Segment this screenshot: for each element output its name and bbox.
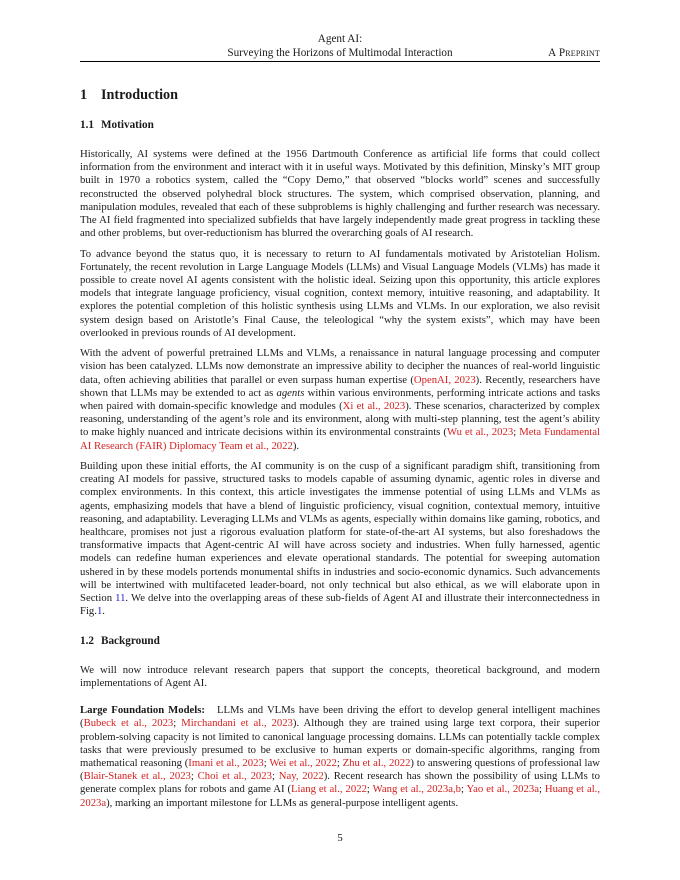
paragraph-4 bbox=[80, 460, 600, 618]
main-content bbox=[80, 86, 600, 817]
citation-link[interactable]: Meta Fundamental AI Research (FAIR) Diplomacy Team et al., 2022 bbox=[80, 426, 600, 452]
citation-link[interactable]: Bubeck et al., 2023 bbox=[83, 717, 174, 730]
text-span: ). Recent research has shown the possibility of using LLMs to generate complex plans for robots and game AI ( bbox=[80, 770, 600, 796]
citation-link[interactable]: Wang et al., 2023a,b bbox=[372, 783, 462, 796]
header-rule bbox=[80, 61, 600, 62]
section-crossref-link[interactable]: 11 bbox=[115, 592, 126, 605]
paragraph-2: To advance beyond the status quo, it is necessary to return to AI fundamentals motivated by Aristotelian Holism. Fortunately, the recent revolution in Large Language Models (LLMs) and Visual Language Models (VLMs) has made it possible to create novel AI agents consistent with the holistic ideal. Seizing upon this opportunity, this article explores models that integrate language proficiency, visual cognition, context memory, intuitive reasoning, and adaptability. It explores the potential completion of this holistic synthesis using LLMs and VLMs. In our exploration, we also revisit system design based on Aristotle’s Final Cause, the teleological “why the system exists”, which may have been overlooked in previous rounds of AI development. bbox=[80, 247, 600, 339]
runin-heading: Large Foundation Models: bbox=[80, 704, 205, 717]
text-span: ; bbox=[263, 757, 270, 770]
text-span: . We delve into the overlapping areas of these sub-fields of Agent AI and illustrate their interconnectedness in Fig. bbox=[80, 592, 600, 618]
text-span: Building upon these initial efforts, the AI community is on the cusp of a significant paradigm shift, transitioning from creating AI models for passive, structured tasks to models capable of assuming dynamic, agentic roles in diverse and complex environments. In this context, this article investigates the immense potential of using LLMs and VLMs as agents, emphasizing models that have a blend of linguistic proficiency, visual cognition, contextual memory, intuitive reasoning, and adaptability. Leveraging LLMs and VLMs as agents, especially within domains like gaming, robotics, and healthcare, promises not just a rigorous evaluation platform for state-of-the-art AI systems, but also foreshadows the transformative impacts that Agent-centric AI will have across society and industries. When fully harnessed, agentic models can redefine human experiences and elevate operational standards. The potential for sweeping automation ushered in by these models portends monumental shifts in industries and socio-economic dynamics. Such advancements will be intertwined with multifaceted leader-board, not only technical but also ethical, as we will elaborate upon in Section bbox=[80, 460, 600, 605]
subsection-number: 1.1 bbox=[80, 119, 94, 131]
citation-link[interactable]: Wei et al., 2022 bbox=[269, 757, 337, 770]
citation-link[interactable]: Blair-Stanek et al., 2023 bbox=[83, 770, 191, 783]
text-span: With the advent of powerful pretrained LLMs and VLMs, a renaissance in natural language processing and computer vision has been catalyzed. LLMs now demonstrate an impressive ability to decipher the nuances of real-world linguistic data, often achieving abilities that parallel or even surpass human expertise ( bbox=[80, 347, 600, 386]
header-title: Agent AI: bbox=[317, 33, 363, 45]
citation-link[interactable]: Imani et al., 2023 bbox=[188, 757, 264, 770]
subsection-heading-background bbox=[80, 634, 600, 648]
text-span: ; bbox=[461, 783, 467, 796]
text-span: ). Recently, researchers have shown that LLMs may be extended to act as bbox=[80, 373, 600, 399]
subsection-title: Background bbox=[101, 634, 160, 647]
text-span: ). bbox=[292, 439, 300, 452]
citation-link[interactable]: Mirchandani et al., 2023 bbox=[181, 717, 293, 730]
running-header bbox=[80, 32, 600, 62]
citation-link[interactable]: Xi et al., 2023 bbox=[342, 400, 406, 413]
citation-link[interactable]: Zhu et al., 2022 bbox=[342, 757, 411, 770]
emphasis-text: agents bbox=[276, 386, 305, 399]
figure-crossref-link[interactable]: 1 bbox=[96, 605, 103, 618]
page-number: 5 bbox=[337, 832, 343, 844]
text-span: ; bbox=[271, 770, 279, 783]
citation-link[interactable]: Yao et al., 2023a bbox=[466, 783, 539, 796]
paragraph-5: We will now introduce relevant research papers that support the concepts, theoretical background, and modern implementations of Agent AI. bbox=[80, 663, 600, 689]
text-span: ). These scenarios, characterized by complex reasoning, understanding of the agent’s role and its environment, along with multi-step planning, test the agent’s ability to make highly nuanced and intricate decisions within its environmental constraints ( bbox=[80, 400, 600, 439]
text-span: ; bbox=[336, 757, 343, 770]
subsection-heading-motivation bbox=[80, 118, 600, 132]
subsection-title: Motivation bbox=[101, 119, 154, 131]
text-span: ) to answering questions of professional law ( bbox=[80, 757, 600, 783]
citation-link[interactable]: Choi et al., 2023 bbox=[197, 770, 272, 783]
subsection-number: 1.2 bbox=[80, 634, 94, 647]
text-span: ). Although they are trained using large text corpora, their superior problem-solving capacity is not limited to canonical language processing domains. LLMs can potentially tackle complex tasks that were previously presumed to be exclusive to human experts or domain-specific algorithms, ranging from mathematical reasoning ( bbox=[80, 717, 600, 770]
header-preprint-label: A Preprint bbox=[548, 47, 600, 59]
text-span: ; bbox=[366, 783, 373, 796]
text-span: ), marking an important milestone for LLMs as general-purpose intelligent agents. bbox=[106, 796, 459, 809]
text-span: . bbox=[102, 605, 105, 618]
header-subtitle: Surveying the Horizons of Multimodal Interaction bbox=[227, 47, 453, 59]
citation-link[interactable]: OpenAI, 2023 bbox=[413, 373, 476, 386]
text-span: ; bbox=[538, 783, 545, 796]
section-title: Introduction bbox=[101, 87, 178, 103]
paragraph-6 bbox=[80, 704, 600, 810]
citation-link[interactable]: Liang et al., 2022 bbox=[291, 783, 367, 796]
text-span: ; bbox=[513, 426, 520, 439]
text-span: ; bbox=[190, 770, 198, 783]
section-number: 1 bbox=[80, 87, 88, 103]
citation-link[interactable]: Huang et al., 2023a bbox=[80, 783, 601, 809]
text-span: within various environments, performing intricate actions and tasks when paired with domain-specific knowledge and modules ( bbox=[80, 386, 601, 413]
citation-link[interactable]: Nay, 2022 bbox=[278, 770, 324, 783]
text-span: ; bbox=[173, 717, 182, 730]
text-span: LLMs and VLMs have been driving the effort to develop general intelligent machines ( bbox=[80, 704, 600, 730]
paragraph-3 bbox=[80, 347, 600, 453]
paragraph-1: Historically, AI systems were defined at the 1956 Dartmouth Conference as artificial life forms that could collect information from the environment and interact with it in useful ways. Motivated by this definition, Minsky’s MIT group built in 1970 a robotics system, called the “Copy Demo,” that observed “blocks world” scenes and successfully reconstructed the observed polyhedral block structures. The system, which comprised observation, planning, and manipulation modules, revealed that each of these subproblems is highly challenging and further research was necessary. The AI field fragmented into specialized subfields that have largely independently made great progress in tackling these and other problems, but over-reductionism has blurred the overarching goals of AI research. bbox=[80, 148, 600, 240]
section-heading bbox=[80, 86, 600, 104]
citation-link[interactable]: Wu et al., 2023 bbox=[446, 426, 514, 439]
